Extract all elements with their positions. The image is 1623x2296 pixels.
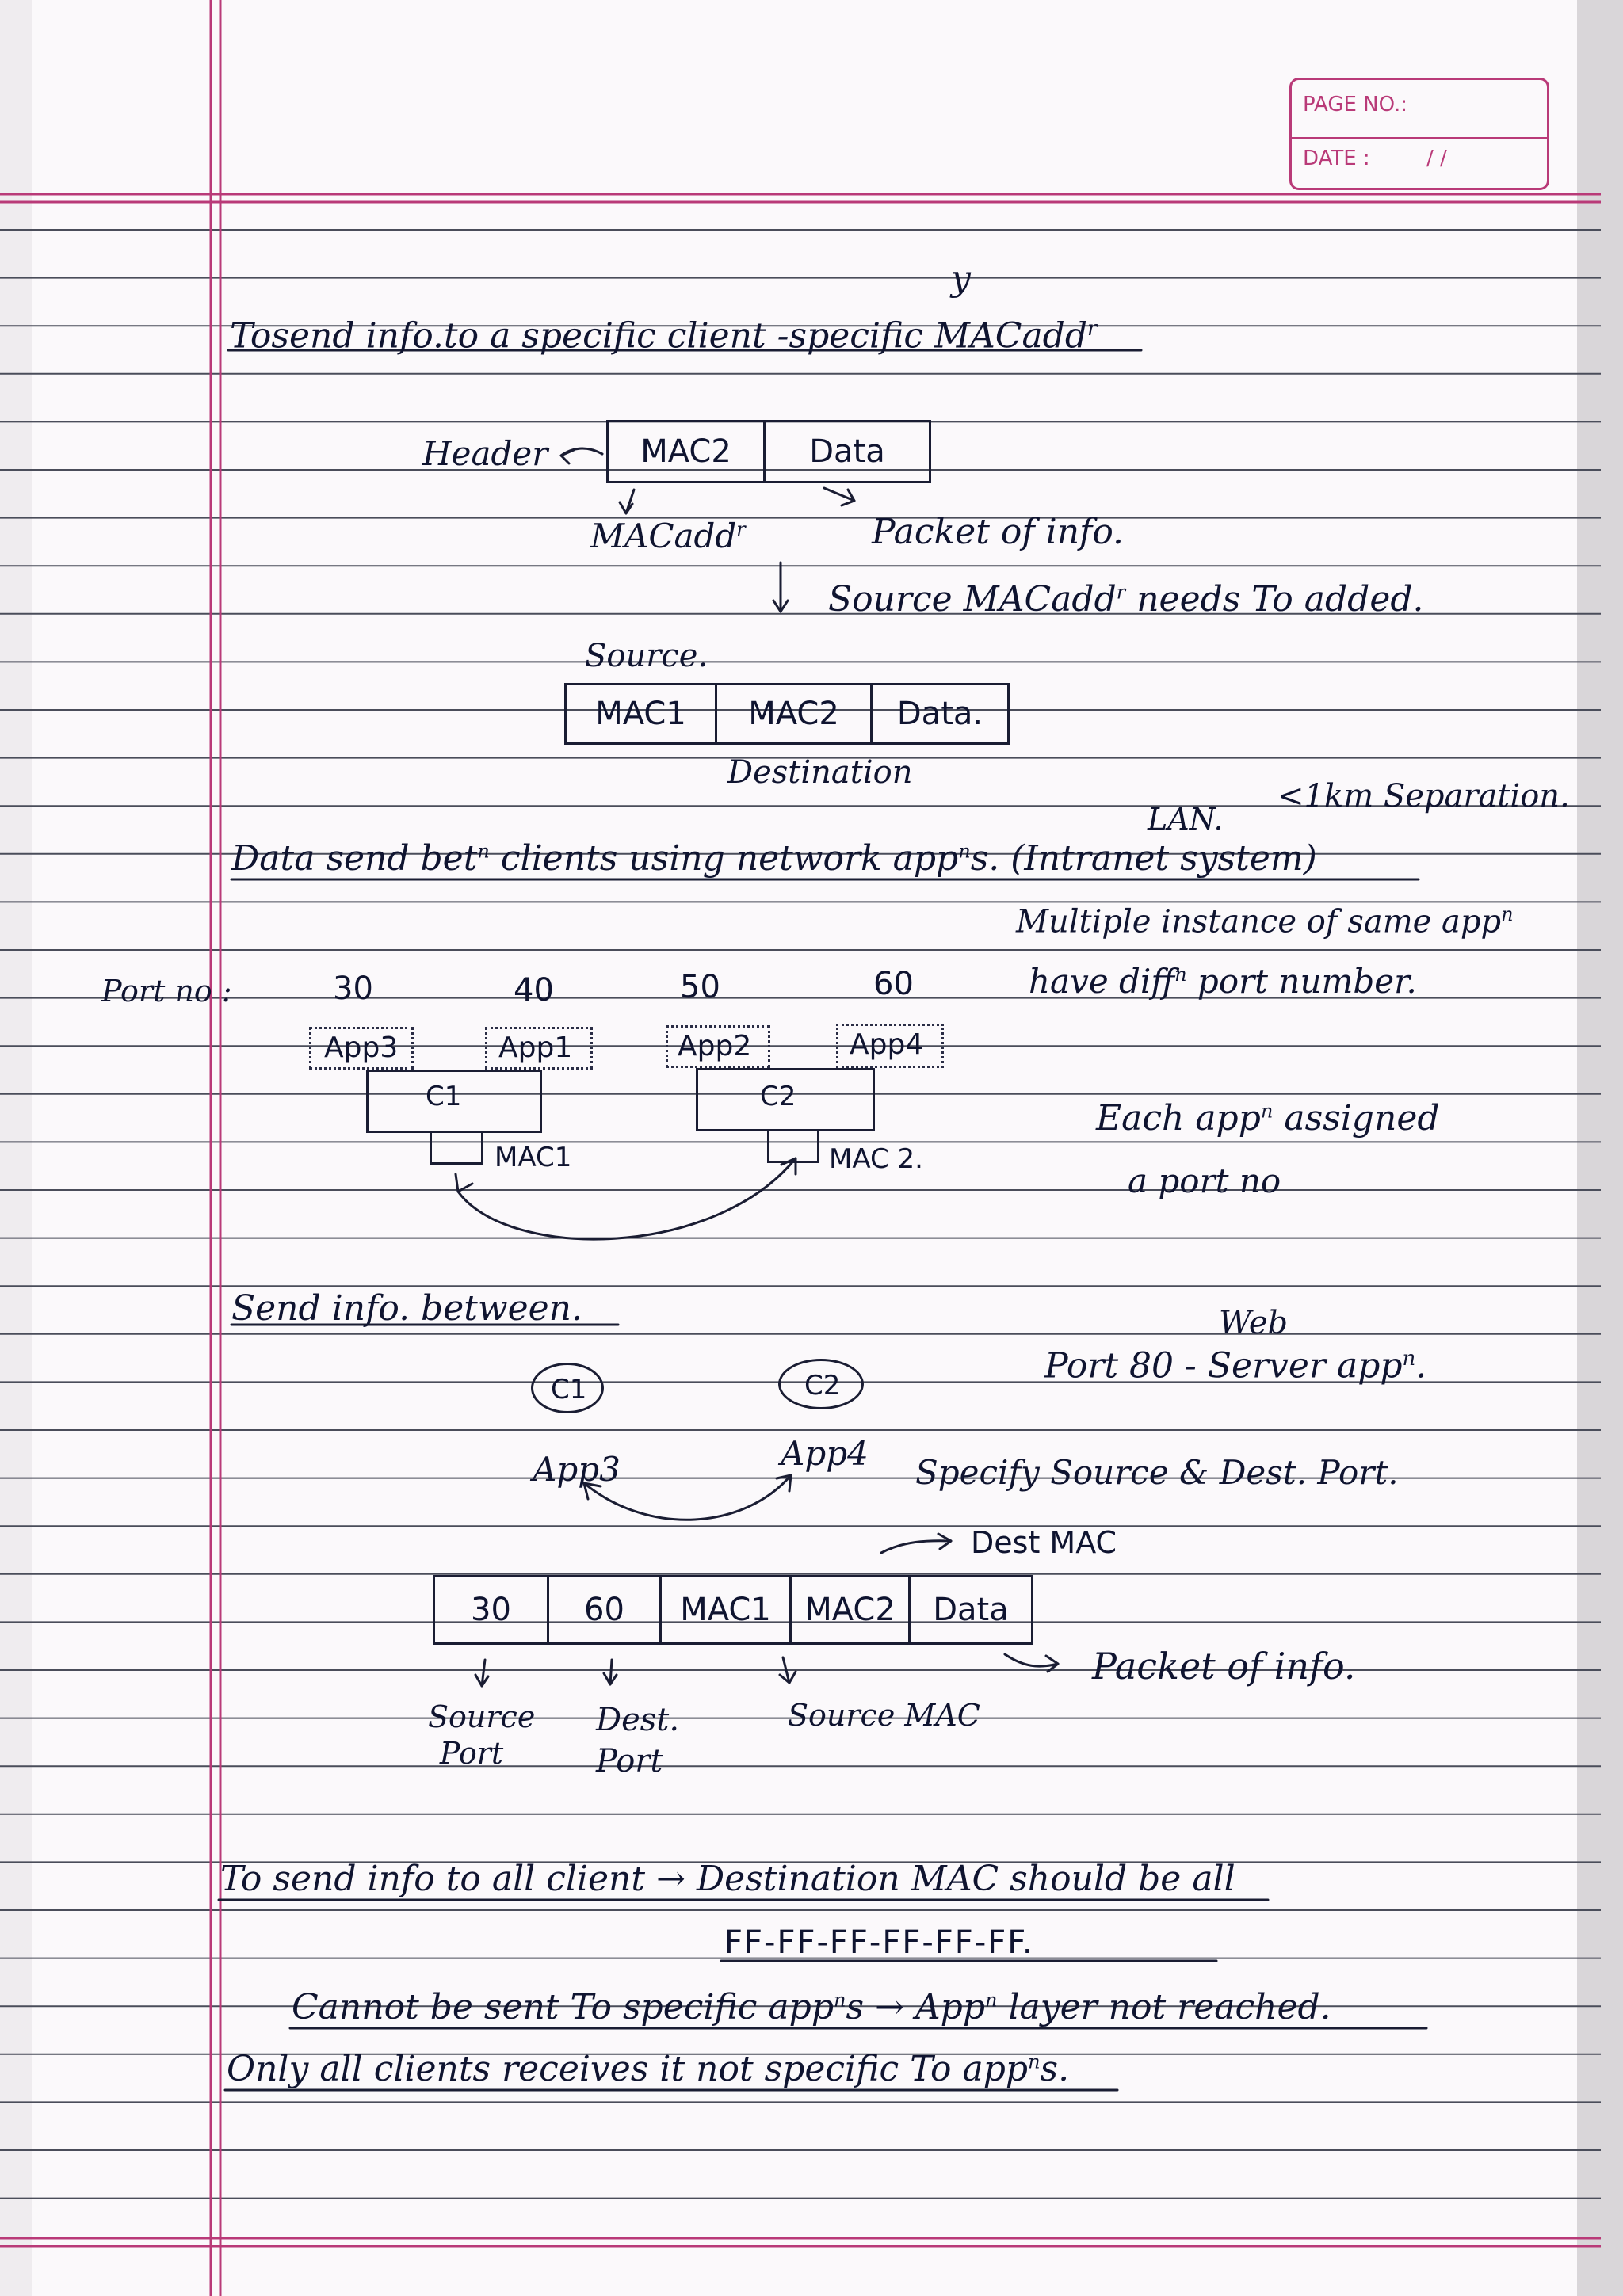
line2-b-sup: n <box>985 1989 998 2012</box>
destination-label: Destination <box>727 754 913 791</box>
each-app-note <box>1096 1098 1440 1138</box>
client-c2-circle <box>778 1359 864 1409</box>
frame2-cell-mac1: MAC1 <box>567 685 717 742</box>
frame3-cell-dest-port: 60 <box>549 1577 662 1642</box>
line2-a: Cannot be sent To specific app <box>292 1987 834 2027</box>
broadcast-line1: To send info to all client → Destination MAC should be all <box>220 1859 1235 1899</box>
app-box-app4 <box>836 1024 944 1068</box>
client-c1-circle <box>531 1363 604 1413</box>
section2-heading-a: Data send bet <box>231 838 478 879</box>
client-c2-label: C2 <box>804 1370 841 1402</box>
client-c1-label: C1 <box>551 1374 587 1405</box>
client-label: C1 <box>426 1081 462 1112</box>
frame2-cell-data: Data. <box>896 696 983 732</box>
port-number: 40 <box>514 972 554 1009</box>
diff-port-note <box>1029 962 1417 1001</box>
line2-a-sup: n <box>834 1989 846 2012</box>
source-mac-label: Source MAC <box>788 1698 980 1733</box>
frame1-cell-mac2: MAC2 <box>609 422 766 481</box>
page-no-label: PAGE NO.: <box>1303 93 1408 116</box>
section2-heading-c: s. (Intranet system) <box>970 838 1317 879</box>
date-label: DATE : <box>1303 147 1370 170</box>
section1-heading-text: Tosend info.to a specific client -specific MACadd <box>230 315 1088 357</box>
section2-heading-b: clients using network app <box>489 838 959 879</box>
app-box-app1 <box>485 1027 593 1070</box>
port80-note <box>1044 1345 1427 1386</box>
app-box-app3 <box>309 1027 414 1070</box>
port80-tail: . <box>1415 1345 1427 1386</box>
port80-sup: n <box>1402 1347 1416 1371</box>
source-port-label <box>428 1699 536 1772</box>
mac-addr-label <box>590 517 746 555</box>
nic-c2 <box>767 1131 819 1163</box>
mac-addr-sup: r <box>736 518 746 540</box>
note2-a-sup: n <box>1260 1100 1274 1123</box>
frame3 <box>433 1575 1033 1645</box>
note2-a: Each app <box>1096 1098 1261 1138</box>
packet-of-info-label: Packet of info. <box>872 512 1125 552</box>
frame3-cell-mac1: MAC1 <box>662 1577 792 1642</box>
mac-addr-text: MACadd <box>590 517 737 555</box>
line3-a-sup: n <box>1028 2050 1041 2073</box>
packet-of-info-label-2: Packet of info. <box>1092 1645 1356 1688</box>
app-label: App3 <box>324 1032 399 1064</box>
section3-heading: Send info. between. <box>231 1288 583 1329</box>
note1-b-sup: n <box>1174 963 1187 986</box>
port-number: 60 <box>873 966 914 1002</box>
port-no-label: Port no : <box>101 974 232 1009</box>
dest-label <box>596 1699 747 1782</box>
section2-heading <box>231 838 1317 879</box>
frame2 <box>564 683 1010 745</box>
source-note-sup: r <box>1116 581 1126 604</box>
frame1-cell-data: Data <box>809 433 885 470</box>
note1-b: have diff <box>1029 962 1175 1001</box>
note1-c: port number. <box>1186 962 1417 1001</box>
superscript-correction: y <box>951 258 971 299</box>
client-label: C2 <box>760 1081 796 1112</box>
line3-a: Only all clients receives it not specific To app <box>227 2049 1029 2089</box>
app4-label: App4 <box>781 1434 869 1473</box>
section1-heading-sup: r <box>1087 317 1098 341</box>
dest-port-text: Dest. Port <box>596 1702 680 1779</box>
specify-note: Specify Source & Dest. Port. <box>915 1453 1399 1492</box>
port-number: 30 <box>333 971 373 1007</box>
header-label: Header <box>422 434 548 473</box>
port-no-note: a port no <box>1128 1161 1281 1200</box>
section2-heading-b-sup: n <box>958 840 971 863</box>
mac-label-c2: MAC 2. <box>829 1143 923 1175</box>
line2-c: layer not reached. <box>997 1987 1331 2027</box>
page-date-stamp <box>1289 78 1549 190</box>
section1-heading <box>230 315 1098 357</box>
source-note-tail: needs To added. <box>1125 579 1424 620</box>
line3-b: s. <box>1040 2049 1070 2089</box>
broadcast-line3 <box>227 2049 1070 2089</box>
source-port-text: Source Port <box>428 1699 536 1771</box>
app-label: App2 <box>678 1030 752 1062</box>
mac-label-c1: MAC1 <box>495 1142 572 1173</box>
broadcast-address: FF-FF-FF-FF-FF-FF. <box>724 1924 1034 1961</box>
client-c2-box <box>696 1068 875 1131</box>
note1-a-sup: n <box>1501 903 1514 925</box>
source-mac-note <box>828 579 1424 620</box>
multiple-instance-note <box>1016 903 1514 940</box>
port80-text: Port 80 - Server app <box>1044 1345 1403 1386</box>
source-note-text: Source MACadd <box>828 579 1117 620</box>
date-value: / / <box>1426 147 1447 170</box>
app3-label: App3 <box>533 1450 621 1489</box>
app-box-app2 <box>666 1025 770 1068</box>
app-label: App4 <box>850 1028 924 1061</box>
web-label: Web <box>1219 1305 1289 1341</box>
nic-c1 <box>430 1133 483 1165</box>
lan-label: LAN. <box>1148 802 1224 837</box>
frame3-cell-mac2: MAC2 <box>792 1577 911 1642</box>
separation-note: <1km Separation. <box>1277 778 1570 814</box>
frame2-cell-mac2: MAC2 <box>717 685 873 742</box>
source-label: Source. <box>585 638 708 674</box>
frame3-cell-data: Data <box>933 1592 1009 1628</box>
port-number: 50 <box>680 969 720 1005</box>
note2-b: assigned <box>1273 1098 1440 1138</box>
dest-mac-label: Dest MAC <box>971 1525 1117 1560</box>
client-c1-box <box>366 1070 542 1133</box>
note1-a: Multiple instance of same app <box>1016 903 1502 940</box>
section2-heading-a-sup: n <box>477 840 490 863</box>
frame3-cell-src-port: 30 <box>435 1577 549 1642</box>
broadcast-line2 <box>292 1987 1331 2027</box>
line2-b: s → App <box>846 1987 985 2027</box>
frame1 <box>606 420 931 483</box>
app-label: App1 <box>498 1032 573 1064</box>
